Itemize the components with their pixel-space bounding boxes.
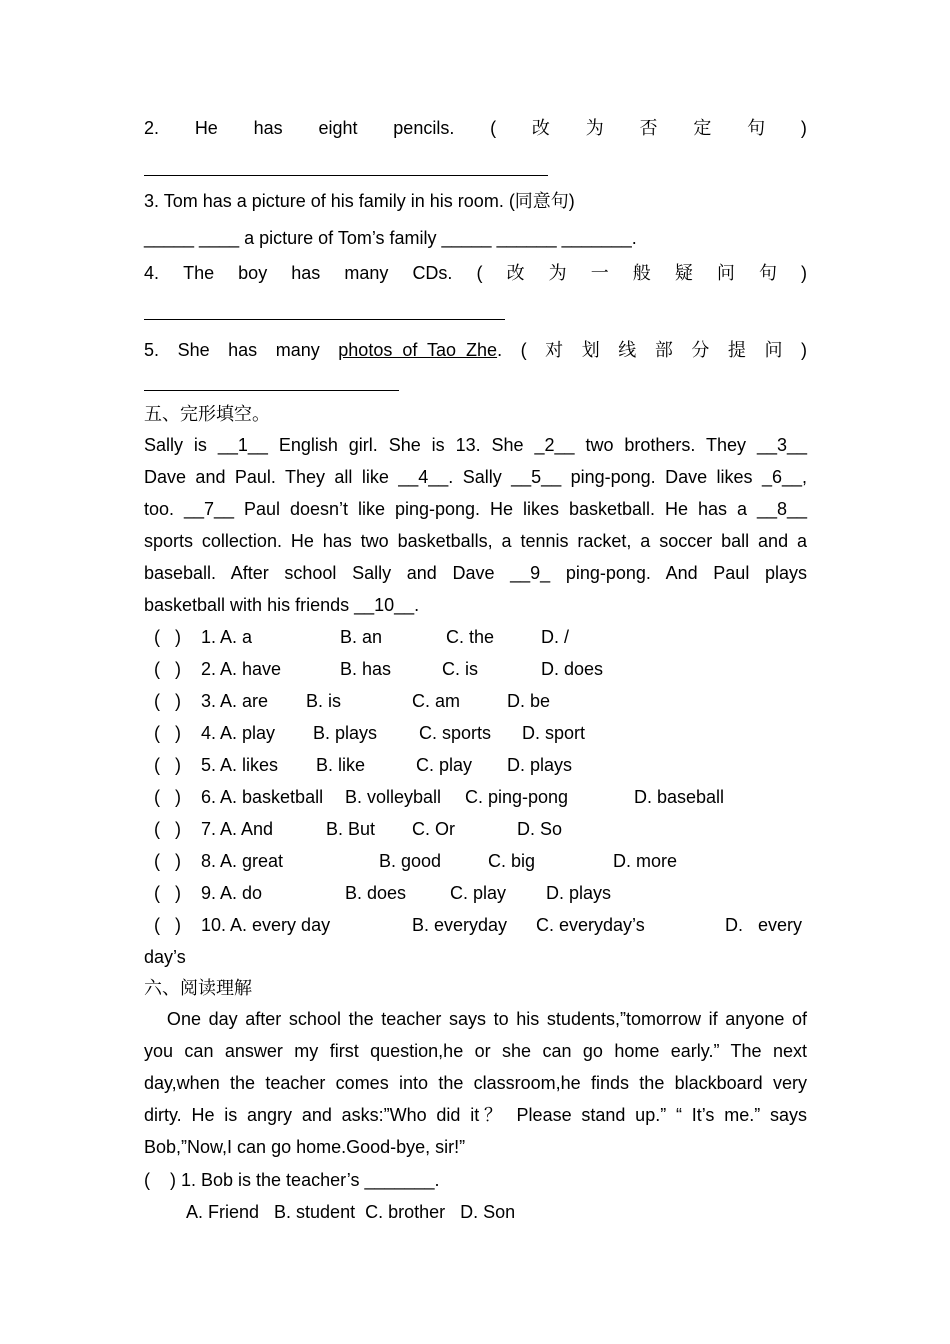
option-d-wrap[interactable]: day’s (144, 947, 186, 967)
section-5-heading: 五、完形填空。 (144, 404, 270, 424)
answer-bracket[interactable]: ( ) (154, 851, 181, 871)
underlined-text: photos of Tao Zhe (338, 340, 498, 360)
q3-rewrite-line[interactable]: _____ ____ a picture of Tom’s family _____ ______ _______. (144, 228, 637, 248)
option-d[interactable]: D. more (613, 851, 678, 871)
option-c[interactable]: C. is (442, 659, 478, 679)
option-a[interactable]: 9. A. do (201, 883, 263, 903)
option-b[interactable]: B. has (340, 659, 392, 679)
cloze-line: baseball. After school Sally and Dave __9_ ping-pong. And Paul plays (144, 563, 807, 583)
q5-instruction-char: 提 (727, 340, 746, 360)
reading-question-1[interactable]: ( ) 1. Bob is the teacher’s _______. (144, 1170, 440, 1190)
option-b[interactable]: B. like (316, 755, 366, 775)
option-b[interactable]: B. does (345, 883, 407, 903)
option-a[interactable]: 3. A. are (201, 691, 269, 711)
q4-word: The (183, 263, 215, 283)
q2-word: 为 (585, 118, 604, 138)
q2-word: 句 (747, 118, 766, 138)
answer-bracket[interactable]: ( ) (154, 915, 181, 935)
q5-instruction-char: 问 (764, 340, 783, 360)
q2-word: ( (490, 118, 497, 138)
option-a[interactable]: 6. A. basketball (201, 787, 324, 807)
q5-instruction-char: ) (801, 340, 807, 360)
option-a[interactable]: 4. A. play (201, 723, 276, 743)
q5-word: has (228, 340, 258, 360)
reading-line: dirty. He is angry and asks:”Who did it？ Please stand up.” “ It’s me.” says (144, 1105, 807, 1125)
answer-bracket[interactable]: ( ) (154, 723, 181, 743)
q5-instruction-char: 部 (654, 340, 673, 360)
cloze-line: Sally is __1__ English girl. She is 13. She _2__ two brothers. They __3__ (144, 435, 807, 455)
q4-word: 疑 (674, 263, 693, 283)
q5-instruction-char: 分 (691, 340, 710, 360)
option-d[interactable]: D. plays (507, 755, 573, 775)
q5-underlined-phrase (338, 339, 502, 361)
q5-word: 5. (144, 340, 160, 360)
option-d[interactable]: D. plays (546, 883, 612, 903)
question-2 (144, 117, 807, 139)
answer-bracket[interactable]: ( ) (154, 659, 181, 679)
q2-word: He (194, 118, 218, 138)
reading-line: Bob,”Now,I can go home.Good-bye, sir!” (144, 1137, 466, 1157)
option-c[interactable]: C. the (446, 627, 495, 647)
q5-instruction-char: 对 (545, 340, 564, 360)
q2-word: has (253, 118, 283, 138)
q2-word: ) (800, 118, 807, 138)
q4-word: 句 (758, 263, 777, 283)
option-a[interactable]: 1. A. a (201, 627, 253, 647)
option-a[interactable]: 5. A. likes (201, 755, 279, 775)
q5-instruction-char: 划 (581, 340, 600, 360)
q4-word: ) (801, 263, 807, 283)
option-c[interactable]: C. Or (412, 819, 455, 839)
cloze-line: too. __7__ Paul doesn’t like ping-pong. He likes basketball. He has a __8__ (144, 499, 807, 519)
q4-word: boy (238, 263, 268, 283)
option-d[interactable]: D. So (517, 819, 563, 839)
q4-word: 问 (716, 263, 735, 283)
option-d[interactable]: D. sport (522, 723, 586, 743)
reading-line: day,when the teacher comes into the classroom,he finds the blackboard very (144, 1073, 807, 1093)
option-b[interactable]: B. plays (313, 723, 378, 743)
option-b[interactable]: B. But (326, 819, 376, 839)
option-c[interactable]: C. play (416, 755, 473, 775)
q2-answer-line[interactable] (144, 175, 548, 176)
option-c[interactable]: C. play (450, 883, 507, 903)
option-d[interactable]: D. does (541, 659, 604, 679)
answer-bracket[interactable]: ( ) (154, 627, 181, 647)
option-c[interactable]: C. everyday’s (536, 915, 645, 935)
option-d[interactable]: D. baseball (634, 787, 725, 807)
question-3: 3. Tom has a picture of his family in his room. (同意句) (144, 191, 575, 211)
q4-word: 4. (144, 263, 160, 283)
q4-word: has (291, 263, 321, 283)
option-a[interactable]: 2. A. have (201, 659, 282, 679)
option-a[interactable]: 10. A. every day (201, 915, 331, 935)
q2-word: 2. (144, 118, 160, 138)
q4-word: 般 (632, 263, 651, 283)
q4-word: ( (476, 263, 483, 283)
q4-word: 改 (506, 263, 525, 283)
q5-instruction-char: ( (520, 340, 527, 360)
option-c[interactable]: C. big (488, 851, 536, 871)
q2-word: 改 (531, 118, 550, 138)
answer-bracket[interactable]: ( ) (154, 883, 181, 903)
cloze-line: sports collection. He has two basketballs, a tennis racket, a soccer ball and a (144, 531, 807, 551)
option-d[interactable]: D. be (507, 691, 551, 711)
q2-word: 否 (639, 118, 658, 138)
option-c[interactable]: C. sports (419, 723, 492, 743)
period: . (497, 340, 503, 360)
q4-word: 为 (548, 263, 567, 283)
reading-question-1-options[interactable]: A. Friend B. student C. brother D. Son (186, 1202, 516, 1222)
q2-word: 定 (693, 118, 712, 138)
reading-line: you can answer my first question,he or she can go home early.” The next (144, 1041, 807, 1061)
option-a[interactable]: 7. A. And (201, 819, 274, 839)
answer-bracket[interactable]: ( ) (154, 691, 181, 711)
option-b[interactable]: B. is (306, 691, 342, 711)
q4-word: many (344, 263, 389, 283)
q2-word: eight (318, 118, 358, 138)
answer-bracket[interactable]: ( ) (154, 787, 181, 807)
option-d[interactable]: D. / (541, 627, 570, 647)
q5-word: many (275, 340, 320, 360)
option-b[interactable]: B. good (379, 851, 442, 871)
option-b[interactable]: B. volleyball (345, 787, 442, 807)
q2-word: pencils. (393, 118, 455, 138)
q4-word: CDs. (412, 263, 453, 283)
q5-answer-line[interactable] (144, 390, 399, 391)
section-6-heading: 六、阅读理解 (144, 978, 252, 998)
question-5 (144, 339, 807, 361)
q5-instruction-char: 线 (618, 340, 637, 360)
reading-line: One day after school the teacher says to his students,”tomorrow if anyone of (144, 1009, 807, 1029)
answer-bracket[interactable]: ( ) (154, 819, 181, 839)
q5-word: She (177, 340, 210, 360)
option-c[interactable]: C. am (412, 691, 461, 711)
question-4 (144, 262, 807, 284)
q4-word: 一 (590, 263, 609, 283)
option-c[interactable]: C. ping-pong (465, 787, 569, 807)
option-a[interactable]: 8. A. great (201, 851, 284, 871)
answer-bracket[interactable]: ( ) (154, 755, 181, 775)
cloze-line: basketball with his friends __10__. (144, 595, 420, 615)
cloze-line: Dave and Paul. They all like __4__. Sally __5__ ping-pong. Dave likes _6__, (144, 467, 807, 487)
option-d[interactable]: D. every (725, 915, 803, 935)
option-b[interactable]: B. everyday (412, 915, 508, 935)
q4-answer-line[interactable] (144, 319, 505, 320)
option-b[interactable]: B. an (340, 627, 383, 647)
